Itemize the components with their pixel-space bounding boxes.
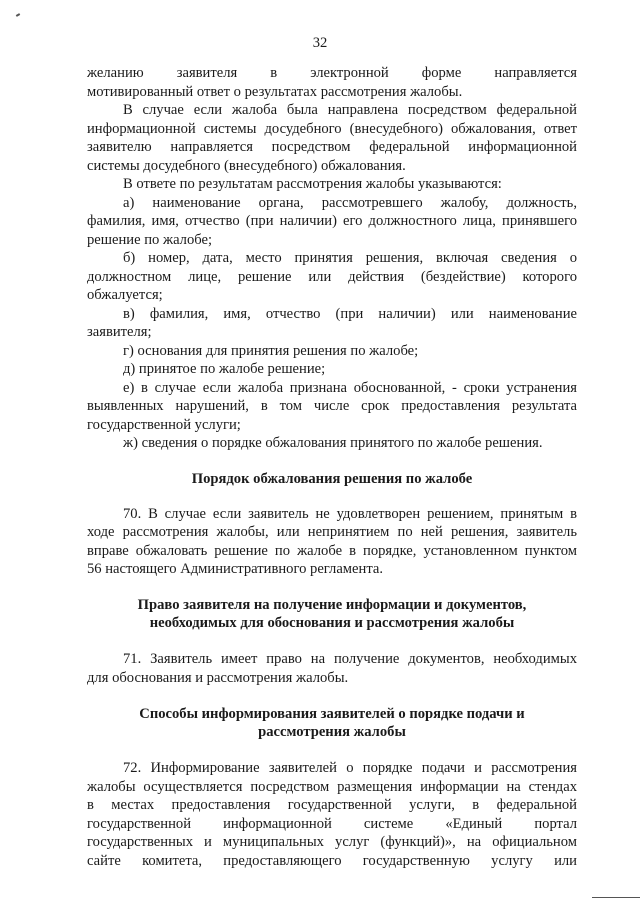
section-heading: Порядок обжалования решения по жалобе (191, 471, 473, 487)
text-line: должностном лице, решение или действия (бездействие) которого (87, 269, 577, 285)
text-line: заявителя; (87, 324, 152, 340)
text-line: заявителю направляется посредством федеральной информационной (87, 139, 577, 155)
text-line: В случае если жалоба была направлена посредством федеральной (123, 102, 577, 118)
text-line: ходе рассмотрения жалобы, или непринятием по ней решения, заявитель (87, 524, 577, 540)
text-line: а) наименование органа, рассмотревшего жалобу, должность, (123, 195, 577, 211)
text-line: сайте комитета, предоставляющего государственную услугу или (87, 853, 577, 869)
footer-rule (592, 897, 640, 898)
text-line: 70. В случае если заявитель не удовлетворен решением, принятым в (123, 506, 577, 522)
text-line: информационной системы досудебного (внесудебного) обжалования, ответ (87, 121, 577, 137)
text-line: е) в случае если жалоба признана обоснованной, - сроки устранения (123, 380, 577, 396)
text-line: системы досудебного (внесудебного) обжалования. (87, 158, 406, 174)
text-line: вправе обжаловать решение по жалобе в порядке, установленном пунктом (87, 543, 577, 559)
text-line: В ответе по результатам рассмотрения жалобы указываются: (123, 176, 502, 192)
text-line: в местах предоставления государственной услуги, в федеральной (87, 797, 577, 813)
text-line: государственной информационной системе «Единый портал (87, 816, 577, 832)
text-line: г) основания для принятия решения по жалобе; (123, 343, 419, 359)
text-line: д) принятое по жалобе решение; (123, 361, 326, 377)
text-line: ж) сведения о порядке обжалования принятого по жалобе решения. (123, 435, 543, 451)
text-line: мотивированный ответ о результатах рассмотрения жалобы. (87, 84, 463, 100)
text-line: государственных и муниципальных услуг (функций)», на официальном (87, 834, 577, 850)
section-heading: Способы информирования заявителей о порядке подачи и (139, 706, 525, 722)
text-line: фамилия, имя, отчество (при наличии) его должностного лица, принявшего (87, 213, 577, 229)
text-line: выявленных нарушений, в том числе срок предоставления результата (87, 398, 577, 414)
text-line: 56 настоящего Административного регламента. (87, 561, 384, 577)
text-line: решение по жалобе; (87, 232, 213, 248)
text-line: 72. Информирование заявителей о порядке подачи и рассмотрения (123, 760, 577, 776)
section-heading: необходимых для обоснования и рассмотрения жалобы (149, 615, 515, 631)
text-line: б) номер, дата, место принятия решения, включая сведения о (123, 250, 577, 266)
text-line: желанию заявителя в электронной форме направляется (87, 65, 577, 81)
text-line: государственной услуги; (87, 417, 241, 433)
section-heading: Право заявителя на получение информации и документов, (137, 597, 527, 613)
text-line: 71. Заявитель имеет право на получение документов, необходимых (123, 651, 577, 667)
scan-mark (16, 13, 20, 17)
text-line: в) фамилия, имя, отчество (при наличии) или наименование (123, 306, 577, 322)
text-line: обжалуется; (87, 287, 163, 303)
section-heading: рассмотрения жалобы (258, 724, 406, 740)
page-number: 32 (312, 35, 328, 51)
text-line: для обоснования и рассмотрения жалобы. (87, 670, 349, 686)
text-line: жалобы осуществляется посредством размещения информации на стендах (87, 779, 577, 795)
